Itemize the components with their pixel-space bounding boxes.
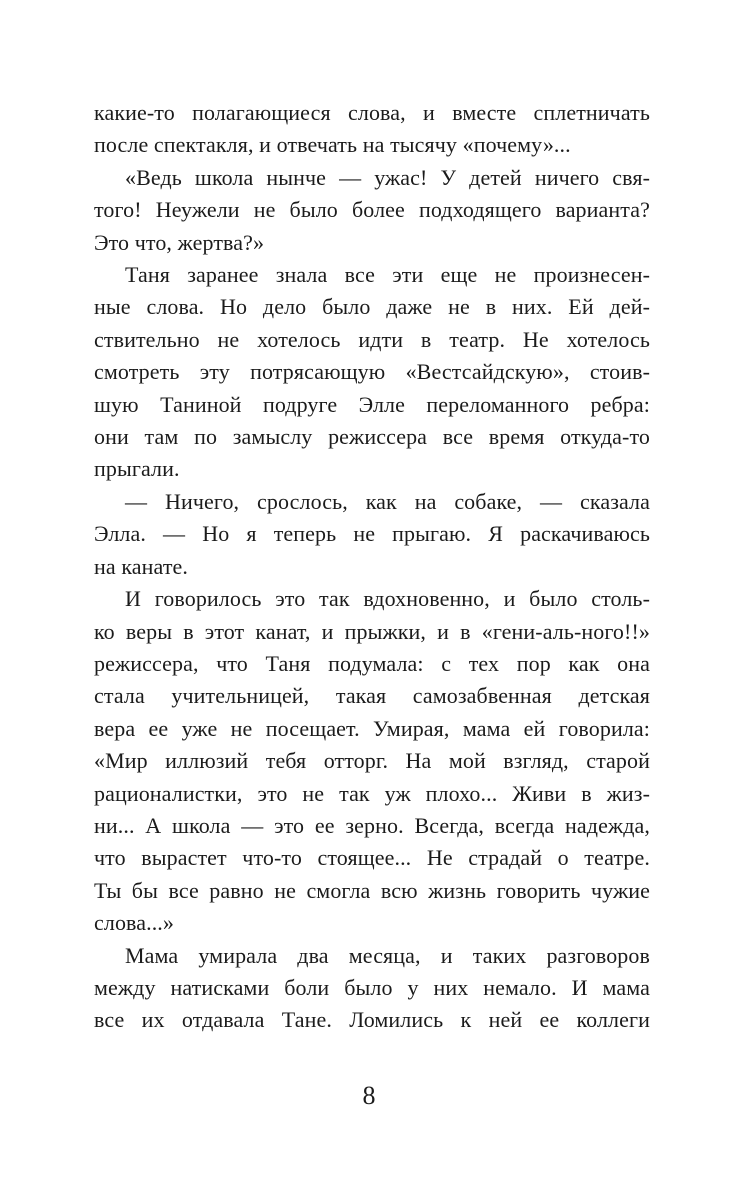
paragraph-ella-dialogue [94,486,650,583]
page-number: 8 [362,1081,376,1110]
text-line: смотреть эту потрясающую «Вестсайдскую», стоив- [94,359,650,385]
text-line: что вырастет что-то стоящее... Не страдай о театре. [94,845,650,871]
paragraph-tanya [94,259,650,486]
text-line: на канате. [94,553,189,579]
text-line: шую Таниной подруге Элле переломанного ребра: [94,391,650,417]
text-line: Таня заранее знала все эти еще не произнесен- [125,262,650,288]
text-line: И говорилось это так вдохновенно, и было столь- [125,586,650,612]
text-line: — Ничего, срослось, как на собаке, — сказала [125,488,650,514]
text-line: того! Неужели не было более подходящего варианта? [94,197,650,223]
text-line: стала учительницей, такая самозабвенная детская [94,683,650,709]
text-line: какие-то полагающиеся слова, и вместе сплетничать [94,100,650,125]
text-line: Ты бы все равно не смогла всю жизнь говорить чужие [94,877,650,903]
text-line: они там по замыслу режиссера все время откуда-то [94,424,650,450]
text-line: ко веры в этот канат, и прыжки, и в «гени-аль-ного!!» [94,618,650,644]
text-line: Элла. — Но я теперь не прыгаю. Я раскачиваюсь [94,521,650,547]
text-line: «Мир иллюзий тебя отторг. На мой взгляд, старой [94,748,650,774]
text-line: все их отдавала Тане. Ломились к ней ее коллеги [94,1007,650,1033]
text-line: ные слова. Но дело было даже не в них. Ей дей- [94,294,650,320]
text-line: после спектакля, и отвечать на тысячу «почему»... [94,132,571,158]
text-line: прыгали. [94,456,180,482]
paragraph-mother-dying [94,940,650,1037]
text-line: «Ведь школа нынче — ужас! У детей ничего свя- [125,164,650,190]
text-line: режиссера, что Таня подумала: с тех пор как она [94,650,650,676]
paragraph-mother-words [94,583,650,939]
text-line: Мама умирала два месяца, и таких разговоров [125,942,650,968]
text-line: рационалистки, это не так уж плохо... Живи в жиз- [94,780,650,806]
text-line: ни... А школа — это ее зерно. Всегда, всегда надежда, [94,812,650,838]
text-line: между натисками боли было у них немало. И мама [94,974,650,1000]
page-text-block [94,97,650,1037]
text-line: ствительно не хотелось идти в театр. Не хотелось [94,326,650,352]
text-line: слова...» [94,910,175,936]
text-line: Это что, жертва?» [94,229,265,255]
text-line: вера ее уже не посещает. Умирая, мама ей говорила: [94,715,650,741]
paragraph-quote-school [94,162,650,259]
paragraph-continuation [94,97,650,162]
